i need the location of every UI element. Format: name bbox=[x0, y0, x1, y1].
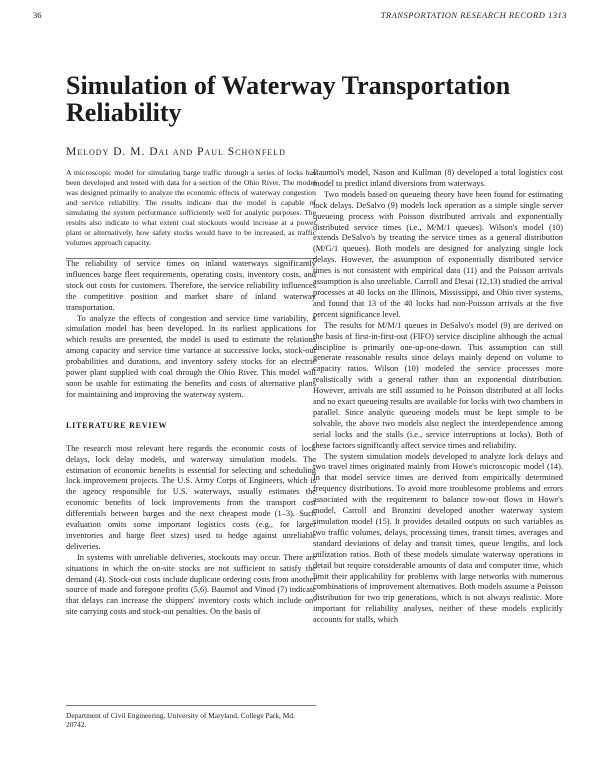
section-heading-literature-review: LITERATURE REVIEW bbox=[66, 420, 168, 430]
body-paragraph: Baumol's model, Nason and Kullman (8) developed a total logistics cost model to predict inland diversions from waterways. bbox=[313, 168, 563, 188]
footnote: Department of Civil Engineering, University of Maryland, College Park, Md. 20742. bbox=[66, 705, 316, 730]
body-paragraph: The system simulation models developed to analyze lock delays and two travel times originated mainly from Howe's microscopic model (14). In that model service times are derived from empirically determined frequency distributions. To avoid more troublesome problems and errors associated with the requirement to balance tow-out flows in Howe's model, Carroll and Bronzini developed another waterway system simulation model (15). It provides detailed outputs on such variables as two traffic volumes, delays, processing times, transit times, averages and standard deviations of delay and transit times, queue lengths, and lock utilization ratios. Both of these models simulate waterway operations in detail but require considerable amounts of data and computer time, which limit their applicability for problems with large networks with numerous combinations of improvement alternatives. Both models assume a Poisson distribution for two trip generations, which is not always realistic. More important for reliability analyses, neither of these models explicitly accounts for stalls, which bbox=[313, 451, 563, 625]
paper-title: Simulation of Waterway Transportation Reliability bbox=[66, 71, 511, 127]
running-header: TRANSPORTATION RESEARCH RECORD 1313 bbox=[380, 10, 567, 20]
right-column bbox=[313, 168, 563, 626]
authors: Melody D. M. Dai and Paul Schonfeld bbox=[66, 146, 286, 158]
intro-paragraph: The reliability of service times on inland waterways significantly influences barge fleet requirements, operating costs, inventory costs, and stock out costs for customers. Therefore, the service reliability influences the competitive position and market share of inland waterway transportation. bbox=[66, 259, 316, 312]
lit-paragraph: In systems with unreliable deliveries, stockouts may occur. There are situations in which the on-site stocks are not sufficient to satisfy the demand (4). Stock-out costs include duplicate ordering costs from another source of made and foregone profits (5,6). Baumol and Vinod (7) indicate that delays can increase the shippers' inventory costs which include on-site carrying costs and stock-out penalties. On the basis of bbox=[66, 552, 316, 617]
lit-paragraph: The research most relevant here regards the economic costs of lock delays, lock delay models, and waterway simulation models. The estimation of economic benefits is essential for selecting and scheduling lock improvement projects. The U.S. Army Corps of Engineers, which is the agency responsible for U.S. waterways, usually estimates the economic benefits of lock improvements from the transport cost differentials between barges and the next cheapest mode (1–3). Such evaluation omits some important logistics costs (e.g., for larger inventories and barge fleet sizes) used to hedge against unreliable deliveries. bbox=[66, 443, 316, 551]
left-column bbox=[66, 168, 316, 618]
page-number: 36 bbox=[33, 10, 42, 20]
intro-paragraph: To analyze the effects of congestion and service time variability, a simulation model has been developed. In its earliest applications for which results are presented, the model is used to estimate the relations among capacity and service time variance at successive locks, stock-out probabilities and durations, and inventory safety stocks for an electric power plant supplied with coal through the Ohio River. This model will soon be usable for estimating the benefits and costs of alternative plans for maintaining and improving the waterway system. bbox=[66, 313, 316, 399]
body-paragraph: Two models based on queueing theory have been found for estimating lock delays. DeSalvo (9) models lock operation as a simple single server queueing process with Poisson distributed arrivals and exponentially distributed service times (i.e., M/M/1 queues). Wilson's model (10) extends DeSalvo's by treating the service times as a general distribution (M/G/1 queues). Both models are designed for analyzing single lock delays. However, the assumption of exponentially distributed service times is not consistent with empirical data (11) and the Poisson arrivals assumption is also unreliable. Carroll and Desai (12,13) studied the arrival processes at 40 locks on the Illinois, Mississippi, and Ohio river systems, and found that 13 of the 40 locks had non-Poisson arrivals at the five percent significance level. bbox=[313, 189, 563, 319]
abstract: A microscopic model for simulating barge traffic through a series of locks has been developed and tested with data for a section of the Ohio River. The model was designed primarily to analyze the economic effects of waterway congestion and service reliability. The results indicate that the model is capable of simulating the system performance sufficiently well for analytic purposes. The results also indicate to what extent coal stockouts would increase at a power plant or alternatively, how safety stocks would have to be increased, as traffic volumes approach capacity. bbox=[66, 168, 316, 259]
body-paragraph: The results for M/M/1 queues in DeSalvo's model (9) are derived on the basis of first-in-first-out (FIFO) service discipline although the actual discipline is primarily one-up-one-down. This assumption can still generate reasonable results since delays mainly depend on volume to capacity ratios. Wilson (10) modeled the service processes more realistically with a general rather than an exponential distribution. However, arrivals are still assumed to be Poisson distributed at all locks and no exact queueing results are available for locks with two chambers in parallel. Since analytic queueing models must be kept simple to be solvable, the above two models also neglect the interdependence among serial locks and the stalls (i.e., service interruptions at locks). Both of these factors significantly affect service times and reliability. bbox=[313, 320, 563, 450]
